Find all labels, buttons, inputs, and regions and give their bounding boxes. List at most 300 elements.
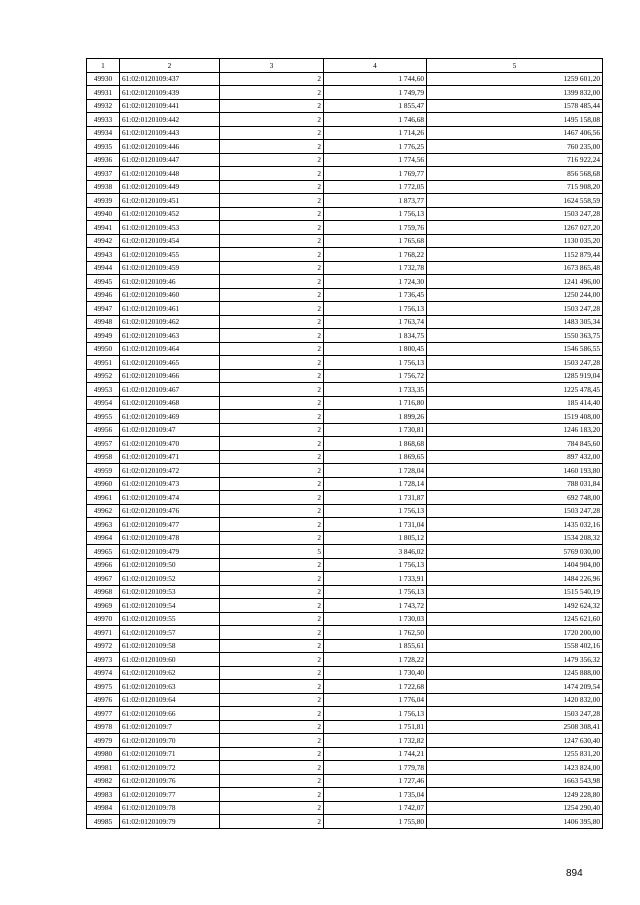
table-row — [87, 464, 603, 478]
row-number-cell: 49953 — [87, 383, 120, 397]
area-cell: 1 724,30 — [324, 275, 427, 289]
table-row — [87, 396, 603, 410]
area-cell: 1 899,26 — [324, 410, 427, 424]
area-cell: 1 732,78 — [324, 261, 427, 275]
row-number-cell: 49944 — [87, 261, 120, 275]
count-cell: 2 — [220, 72, 324, 86]
value-cell: 1267 027,20 — [427, 221, 603, 235]
value-cell: 1624 558,59 — [427, 194, 603, 208]
cadastral-number-cell: 61:02:0120109:441 — [120, 99, 220, 113]
value-cell: 856 568,68 — [427, 167, 603, 181]
table-row — [87, 99, 603, 113]
area-cell: 1 869,65 — [324, 450, 427, 464]
value-cell: 716 922,24 — [427, 153, 603, 167]
area-cell: 1 735,04 — [324, 788, 427, 802]
area-cell: 1 779,78 — [324, 761, 427, 775]
value-cell: 1420 832,00 — [427, 693, 603, 707]
cadastral-number-cell: 61:02:0120109:71 — [120, 747, 220, 761]
area-cell: 1 765,68 — [324, 234, 427, 248]
row-number-cell: 49960 — [87, 477, 120, 491]
table-row — [87, 86, 603, 100]
area-cell: 1 727,46 — [324, 774, 427, 788]
table-row — [87, 720, 603, 734]
cadastral-number-cell: 61:02:0120109:55 — [120, 612, 220, 626]
cadastral-number-cell: 61:02:0120109:460 — [120, 288, 220, 302]
row-number-cell: 49958 — [87, 450, 120, 464]
area-cell: 1 756,13 — [324, 707, 427, 721]
table-row — [87, 221, 603, 235]
cadastral-number-cell: 61:02:0120109:469 — [120, 410, 220, 424]
count-cell: 2 — [220, 194, 324, 208]
table-row — [87, 680, 603, 694]
value-cell: 1492 624,32 — [427, 599, 603, 613]
table-row — [87, 639, 603, 653]
area-cell: 1 749,79 — [324, 86, 427, 100]
value-cell: 1249 228,80 — [427, 788, 603, 802]
count-cell: 2 — [220, 302, 324, 316]
value-cell: 1503 247,28 — [427, 356, 603, 370]
cadastral-number-cell: 61:02:0120109:58 — [120, 639, 220, 653]
row-number-cell: 49985 — [87, 815, 120, 829]
area-cell: 1 759,76 — [324, 221, 427, 235]
count-cell: 2 — [220, 734, 324, 748]
count-cell: 2 — [220, 140, 324, 154]
area-cell: 1 733,35 — [324, 383, 427, 397]
cadastral-number-cell: 61:02:0120109:474 — [120, 491, 220, 505]
row-number-cell: 49957 — [87, 437, 120, 451]
row-number-cell: 49980 — [87, 747, 120, 761]
row-number-cell: 49963 — [87, 518, 120, 532]
count-cell: 2 — [220, 653, 324, 667]
row-number-cell: 49943 — [87, 248, 120, 262]
value-cell: 1130 035,20 — [427, 234, 603, 248]
area-cell: 1 776,04 — [324, 693, 427, 707]
area-cell: 1 730,03 — [324, 612, 427, 626]
count-cell: 2 — [220, 234, 324, 248]
table-row — [87, 815, 603, 829]
table-row — [87, 585, 603, 599]
cadastral-number-cell: 61:02:0120109:449 — [120, 180, 220, 194]
value-cell: 715 908,20 — [427, 180, 603, 194]
area-cell: 1 868,68 — [324, 437, 427, 451]
area-cell: 1 746,68 — [324, 113, 427, 127]
count-cell: 2 — [220, 369, 324, 383]
table-row — [87, 491, 603, 505]
count-cell: 2 — [220, 626, 324, 640]
row-number-cell: 49941 — [87, 221, 120, 235]
count-cell: 2 — [220, 248, 324, 262]
area-cell: 1 743,72 — [324, 599, 427, 613]
row-number-cell: 49977 — [87, 707, 120, 721]
table-row — [87, 693, 603, 707]
count-cell: 2 — [220, 315, 324, 329]
value-cell: 1246 183,20 — [427, 423, 603, 437]
value-cell: 1663 543,98 — [427, 774, 603, 788]
count-cell: 2 — [220, 531, 324, 545]
value-cell: 1720 200,00 — [427, 626, 603, 640]
cadastral-number-cell: 61:02:0120109:47 — [120, 423, 220, 437]
count-cell: 2 — [220, 126, 324, 140]
count-cell: 2 — [220, 342, 324, 356]
table-row — [87, 275, 603, 289]
area-cell: 1 772,05 — [324, 180, 427, 194]
column-header: 1 — [87, 59, 120, 73]
cadastral-number-cell: 61:02:0120109:465 — [120, 356, 220, 370]
value-cell: 897 432,00 — [427, 450, 603, 464]
value-cell: 1519 408,00 — [427, 410, 603, 424]
cadastral-number-cell: 61:02:0120109:439 — [120, 86, 220, 100]
table-row — [87, 531, 603, 545]
area-cell: 1 855,61 — [324, 639, 427, 653]
table-row — [87, 572, 603, 586]
count-cell: 5 — [220, 545, 324, 559]
cadastral-number-cell: 61:02:0120109:443 — [120, 126, 220, 140]
cadastral-number-cell: 61:02:0120109:467 — [120, 383, 220, 397]
count-cell: 2 — [220, 612, 324, 626]
table-row — [87, 545, 603, 559]
table-row — [87, 410, 603, 424]
count-cell: 2 — [220, 207, 324, 221]
register-table — [86, 58, 603, 829]
value-cell: 1435 032,16 — [427, 518, 603, 532]
count-cell: 2 — [220, 221, 324, 235]
row-number-cell: 49962 — [87, 504, 120, 518]
row-number-cell: 49937 — [87, 167, 120, 181]
row-number-cell: 49961 — [87, 491, 120, 505]
table-row — [87, 761, 603, 775]
area-cell: 1 756,13 — [324, 207, 427, 221]
area-cell: 1 728,14 — [324, 477, 427, 491]
cadastral-number-cell: 61:02:0120109:64 — [120, 693, 220, 707]
table-row — [87, 477, 603, 491]
area-cell: 1 751,81 — [324, 720, 427, 734]
page-number: 894 — [566, 868, 583, 879]
table-row — [87, 207, 603, 221]
row-number-cell: 49970 — [87, 612, 120, 626]
area-cell: 1 731,87 — [324, 491, 427, 505]
value-cell: 1406 395,80 — [427, 815, 603, 829]
value-cell: 1503 247,28 — [427, 707, 603, 721]
column-header: 5 — [427, 59, 603, 73]
table-row — [87, 153, 603, 167]
cadastral-number-cell: 61:02:0120109:451 — [120, 194, 220, 208]
cadastral-number-cell: 61:02:0120109:50 — [120, 558, 220, 572]
cadastral-number-cell: 61:02:0120109:455 — [120, 248, 220, 262]
header-row — [87, 59, 603, 73]
cadastral-number-cell: 61:02:0120109:66 — [120, 707, 220, 721]
count-cell: 2 — [220, 558, 324, 572]
table-row — [87, 194, 603, 208]
cadastral-number-cell: 61:02:0120109:72 — [120, 761, 220, 775]
row-number-cell: 49948 — [87, 315, 120, 329]
count-cell: 2 — [220, 666, 324, 680]
table-row — [87, 315, 603, 329]
area-cell: 1 732,82 — [324, 734, 427, 748]
value-cell: 1479 356,32 — [427, 653, 603, 667]
table-row — [87, 248, 603, 262]
row-number-cell: 49939 — [87, 194, 120, 208]
value-cell: 784 845,60 — [427, 437, 603, 451]
area-cell: 1 742,07 — [324, 801, 427, 815]
value-cell: 1503 247,28 — [427, 207, 603, 221]
row-number-cell: 49930 — [87, 72, 120, 86]
table-row — [87, 774, 603, 788]
cadastral-number-cell: 61:02:0120109:70 — [120, 734, 220, 748]
count-cell: 2 — [220, 815, 324, 829]
row-number-cell: 49976 — [87, 693, 120, 707]
value-cell: 5769 030,00 — [427, 545, 603, 559]
table-row — [87, 788, 603, 802]
row-number-cell: 49940 — [87, 207, 120, 221]
area-cell: 1 756,13 — [324, 585, 427, 599]
value-cell: 1245 621,60 — [427, 612, 603, 626]
row-number-cell: 49945 — [87, 275, 120, 289]
table-header — [87, 59, 603, 73]
value-cell: 185 414,40 — [427, 396, 603, 410]
cadastral-number-cell: 61:02:0120109:63 — [120, 680, 220, 694]
row-number-cell: 49947 — [87, 302, 120, 316]
area-cell: 1 744,60 — [324, 72, 427, 86]
cadastral-number-cell: 61:02:0120109:454 — [120, 234, 220, 248]
row-number-cell: 49974 — [87, 666, 120, 680]
count-cell: 2 — [220, 410, 324, 424]
area-cell: 1 873,77 — [324, 194, 427, 208]
table-row — [87, 599, 603, 613]
count-cell: 2 — [220, 86, 324, 100]
table-row — [87, 734, 603, 748]
cadastral-number-cell: 61:02:0120109:46 — [120, 275, 220, 289]
value-cell: 1546 586,55 — [427, 342, 603, 356]
cadastral-number-cell: 61:02:0120109:57 — [120, 626, 220, 640]
row-number-cell: 49942 — [87, 234, 120, 248]
row-number-cell: 49968 — [87, 585, 120, 599]
table-row — [87, 302, 603, 316]
table-row — [87, 747, 603, 761]
cadastral-number-cell: 61:02:0120109:479 — [120, 545, 220, 559]
cadastral-number-cell: 61:02:0120109:476 — [120, 504, 220, 518]
cadastral-number-cell: 61:02:0120109:453 — [120, 221, 220, 235]
row-number-cell: 49965 — [87, 545, 120, 559]
area-cell: 1 731,04 — [324, 518, 427, 532]
count-cell: 2 — [220, 747, 324, 761]
area-cell: 1 756,13 — [324, 302, 427, 316]
area-cell: 1 855,47 — [324, 99, 427, 113]
table-row — [87, 342, 603, 356]
cadastral-number-cell: 61:02:0120109:477 — [120, 518, 220, 532]
count-cell: 2 — [220, 167, 324, 181]
count-cell: 2 — [220, 288, 324, 302]
count-cell: 2 — [220, 680, 324, 694]
cadastral-number-cell: 61:02:0120109:472 — [120, 464, 220, 478]
row-number-cell: 49933 — [87, 113, 120, 127]
row-number-cell: 49946 — [87, 288, 120, 302]
value-cell: 2508 308,41 — [427, 720, 603, 734]
cadastral-number-cell: 61:02:0120109:53 — [120, 585, 220, 599]
value-cell: 1503 247,28 — [427, 504, 603, 518]
cadastral-number-cell: 61:02:0120109:60 — [120, 653, 220, 667]
area-cell: 1 714,26 — [324, 126, 427, 140]
column-header: 3 — [220, 59, 324, 73]
table-row — [87, 329, 603, 343]
count-cell: 2 — [220, 693, 324, 707]
value-cell: 1673 865,48 — [427, 261, 603, 275]
cadastral-number-cell: 61:02:0120109:448 — [120, 167, 220, 181]
count-cell: 2 — [220, 383, 324, 397]
row-number-cell: 49981 — [87, 761, 120, 775]
count-cell: 2 — [220, 153, 324, 167]
table-row — [87, 801, 603, 815]
area-cell: 1 776,25 — [324, 140, 427, 154]
count-cell: 2 — [220, 761, 324, 775]
area-cell: 1 730,40 — [324, 666, 427, 680]
area-cell: 1 730,81 — [324, 423, 427, 437]
row-number-cell: 49983 — [87, 788, 120, 802]
table-row — [87, 423, 603, 437]
table-row — [87, 626, 603, 640]
area-cell: 1 768,22 — [324, 248, 427, 262]
value-cell: 1503 247,28 — [427, 302, 603, 316]
value-cell: 1250 244,00 — [427, 288, 603, 302]
column-header: 4 — [324, 59, 427, 73]
table-row — [87, 140, 603, 154]
value-cell: 1550 363,75 — [427, 329, 603, 343]
count-cell: 2 — [220, 261, 324, 275]
area-cell: 1 834,75 — [324, 329, 427, 343]
row-number-cell: 49982 — [87, 774, 120, 788]
area-cell: 1 774,56 — [324, 153, 427, 167]
count-cell: 2 — [220, 423, 324, 437]
value-cell: 788 031,84 — [427, 477, 603, 491]
table-row — [87, 288, 603, 302]
value-cell: 1534 208,32 — [427, 531, 603, 545]
table-body — [87, 72, 603, 828]
table-row — [87, 437, 603, 451]
value-cell: 1254 290,40 — [427, 801, 603, 815]
cadastral-number-cell: 61:02:0120109:452 — [120, 207, 220, 221]
area-cell: 1 744,21 — [324, 747, 427, 761]
table-row — [87, 234, 603, 248]
area-cell: 1 716,80 — [324, 396, 427, 410]
row-number-cell: 49951 — [87, 356, 120, 370]
table-row — [87, 72, 603, 86]
table-row — [87, 369, 603, 383]
table-row — [87, 450, 603, 464]
value-cell: 1285 919,04 — [427, 369, 603, 383]
table-row — [87, 518, 603, 532]
area-cell: 1 736,45 — [324, 288, 427, 302]
table-row — [87, 167, 603, 181]
value-cell: 1399 832,00 — [427, 86, 603, 100]
cadastral-number-cell: 61:02:0120109:473 — [120, 477, 220, 491]
row-number-cell: 49955 — [87, 410, 120, 424]
cadastral-number-cell: 61:02:0120109:463 — [120, 329, 220, 343]
row-number-cell: 49935 — [87, 140, 120, 154]
column-header: 2 — [120, 59, 220, 73]
area-cell: 1 733,91 — [324, 572, 427, 586]
area-cell: 1 722,68 — [324, 680, 427, 694]
area-cell: 3 846,02 — [324, 545, 427, 559]
table-row — [87, 356, 603, 370]
count-cell: 2 — [220, 801, 324, 815]
count-cell: 2 — [220, 707, 324, 721]
value-cell: 1558 402,16 — [427, 639, 603, 653]
row-number-cell: 49954 — [87, 396, 120, 410]
cadastral-number-cell: 61:02:0120109:462 — [120, 315, 220, 329]
count-cell: 2 — [220, 464, 324, 478]
value-cell: 1484 226,96 — [427, 572, 603, 586]
cadastral-number-cell: 61:02:0120109:76 — [120, 774, 220, 788]
area-cell: 1 769,77 — [324, 167, 427, 181]
row-number-cell: 49938 — [87, 180, 120, 194]
cadastral-number-cell: 61:02:0120109:52 — [120, 572, 220, 586]
table-row — [87, 180, 603, 194]
value-cell: 1578 485,44 — [427, 99, 603, 113]
area-cell: 1 756,13 — [324, 558, 427, 572]
row-number-cell: 49936 — [87, 153, 120, 167]
count-cell: 2 — [220, 491, 324, 505]
count-cell: 2 — [220, 639, 324, 653]
area-cell: 1 756,13 — [324, 504, 427, 518]
area-cell: 1 728,22 — [324, 653, 427, 667]
count-cell: 2 — [220, 599, 324, 613]
area-cell: 1 728,04 — [324, 464, 427, 478]
cadastral-number-cell: 61:02:0120109:62 — [120, 666, 220, 680]
count-cell: 2 — [220, 113, 324, 127]
value-cell: 1255 831,20 — [427, 747, 603, 761]
value-cell: 760 235,00 — [427, 140, 603, 154]
row-number-cell: 49959 — [87, 464, 120, 478]
count-cell: 2 — [220, 275, 324, 289]
row-number-cell: 49972 — [87, 639, 120, 653]
count-cell: 2 — [220, 585, 324, 599]
table-row — [87, 612, 603, 626]
cadastral-number-cell: 61:02:0120109:437 — [120, 72, 220, 86]
cadastral-number-cell: 61:02:0120109:7 — [120, 720, 220, 734]
cadastral-number-cell: 61:02:0120109:466 — [120, 369, 220, 383]
row-number-cell: 49975 — [87, 680, 120, 694]
row-number-cell: 49973 — [87, 653, 120, 667]
value-cell: 692 748,00 — [427, 491, 603, 505]
value-cell: 1467 406,56 — [427, 126, 603, 140]
area-cell: 1 762,50 — [324, 626, 427, 640]
area-cell: 1 756,13 — [324, 356, 427, 370]
cadastral-number-cell: 61:02:0120109:447 — [120, 153, 220, 167]
area-cell: 1 756,72 — [324, 369, 427, 383]
value-cell: 1474 209,54 — [427, 680, 603, 694]
cadastral-number-cell: 61:02:0120109:470 — [120, 437, 220, 451]
area-cell: 1 755,80 — [324, 815, 427, 829]
row-number-cell: 49967 — [87, 572, 120, 586]
row-number-cell: 49984 — [87, 801, 120, 815]
value-cell: 1241 496,00 — [427, 275, 603, 289]
area-cell: 1 805,12 — [324, 531, 427, 545]
value-cell: 1515 540,19 — [427, 585, 603, 599]
row-number-cell: 49952 — [87, 369, 120, 383]
value-cell: 1460 193,80 — [427, 464, 603, 478]
row-number-cell: 49931 — [87, 86, 120, 100]
cadastral-number-cell: 61:02:0120109:54 — [120, 599, 220, 613]
value-cell: 1483 305,34 — [427, 315, 603, 329]
value-cell: 1245 888,00 — [427, 666, 603, 680]
cadastral-number-cell: 61:02:0120109:468 — [120, 396, 220, 410]
table-row — [87, 113, 603, 127]
cadastral-number-cell: 61:02:0120109:79 — [120, 815, 220, 829]
row-number-cell: 49971 — [87, 626, 120, 640]
table-row — [87, 126, 603, 140]
area-cell: 1 763,74 — [324, 315, 427, 329]
count-cell: 2 — [220, 396, 324, 410]
row-number-cell: 49956 — [87, 423, 120, 437]
